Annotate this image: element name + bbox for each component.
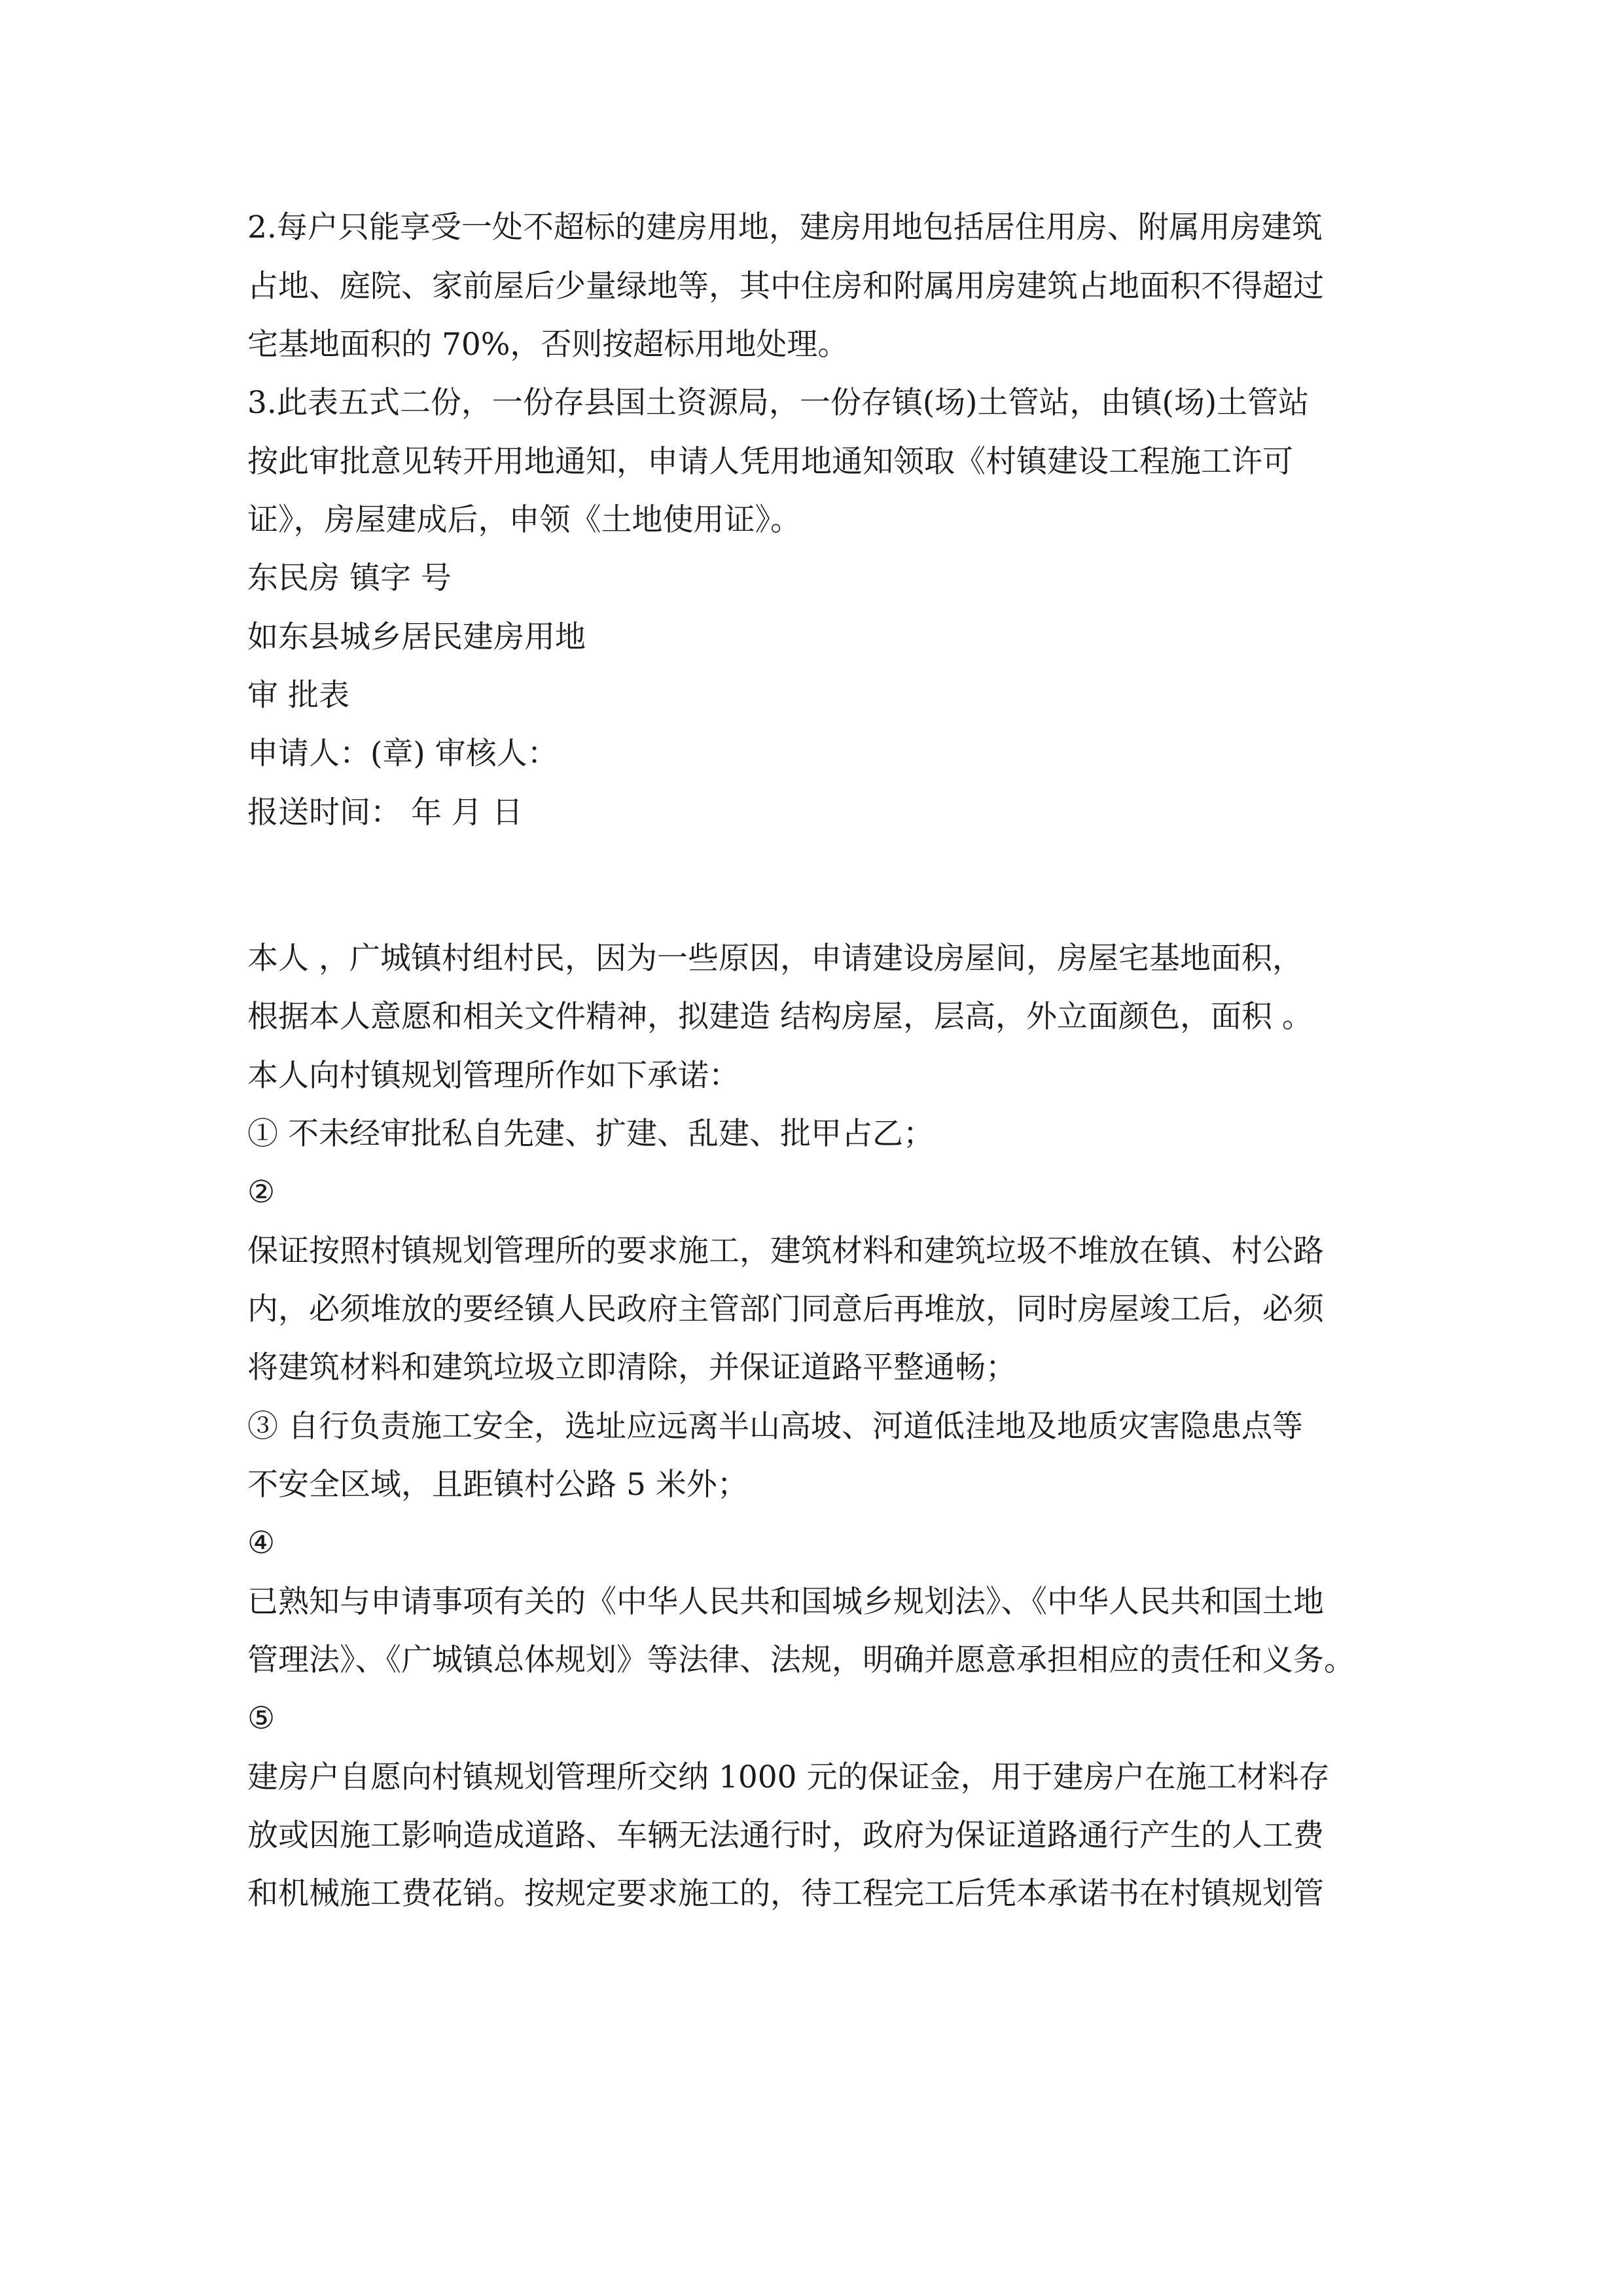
text-line: 管理法》、《广城镇总体规划》等法律、法规，明确并愿意承担相应的责任和义务。 [247, 1642, 1355, 1678]
text-line: 东民房 镇字 号 [247, 560, 452, 596]
text-line: ② [247, 1174, 276, 1210]
text-line: 内，必须堆放的要经镇人民政府主管部门同意后再堆放，同时房屋竣工后，必须 [247, 1291, 1324, 1327]
text-line: 申请人：(章) 审核人： [247, 736, 558, 772]
text-line: 建房户自愿向村镇规划管理所交纳 1000 元的保证金，用于建房户在施工材料存 [247, 1759, 1330, 1795]
text-line: 不安全区域，且距镇村公路 5 米外； [247, 1467, 748, 1503]
text-line: 2.每户只能享受一处不超标的建房用地，建房用地包括居住用房、附属用房建筑 [247, 209, 1323, 245]
text-line: 本人向村镇规划管理所作如下承诺： [247, 1058, 740, 1094]
text-line: 和机械施工费花销。按规定要求施工的，待工程完工后凭本承诺书在村镇规划管 [247, 1876, 1324, 1912]
text-line: 将建筑材料和建筑垃圾立即清除，并保证道路平整通畅； [247, 1350, 1016, 1386]
text-line: ④ [247, 1525, 276, 1561]
text-line: 审 批表 [247, 677, 349, 713]
text-line: ① 不未经审批私自先建、扩建、乱建、批甲占乙； [247, 1116, 934, 1152]
text-line: 保证按照村镇规划管理所的要求施工，建筑材料和建筑垃圾不堆放在镇、村公路 [247, 1233, 1324, 1269]
text-line: 报送时间： 年 月 日 [247, 795, 523, 831]
text-line: ③ 自行负责施工安全，选址应远离半山高坡、河道低洼地及地质灾害隐患点等 [247, 1408, 1303, 1444]
text-line: 如东县城乡居民建房用地 [247, 619, 586, 655]
text-line: 本人 ，广城镇村组村民，因为一些原因，申请建设房屋间，房屋宅基地面积， [247, 941, 1303, 977]
text-line: 证》，房屋建成后，申领《土地使用证》。 [247, 502, 801, 538]
text-line: 3.此表五式二份，一份存县国土资源局，一份存镇(场)土管站，由镇(场)土管站 [247, 385, 1310, 421]
text-line: 根据本人意愿和相关文件精神，拟建造 结构房屋，层高，外立面颜色，面积 。 [247, 999, 1313, 1035]
text-line: ⑤ [247, 1700, 276, 1736]
text-line: 按此审批意见转开用地通知，申请人凭用地通知领取《村镇建设工程施工许可 [247, 444, 1293, 480]
text-line: 宅基地面积的 70%，否则按超标用地处理。 [247, 327, 849, 363]
text-line: 放或因施工影响造成道路、车辆无法通行时，政府为保证道路通行产生的人工费 [247, 1818, 1324, 1854]
text-line: 已熟知与申请事项有关的《中华人民共和国城乡规划法》、《中华人民共和国土地 [247, 1584, 1324, 1620]
text-line: 占地、庭院、家前屋后少量绿地等，其中住房和附属用房建筑占地面积不得超过 [247, 268, 1324, 304]
